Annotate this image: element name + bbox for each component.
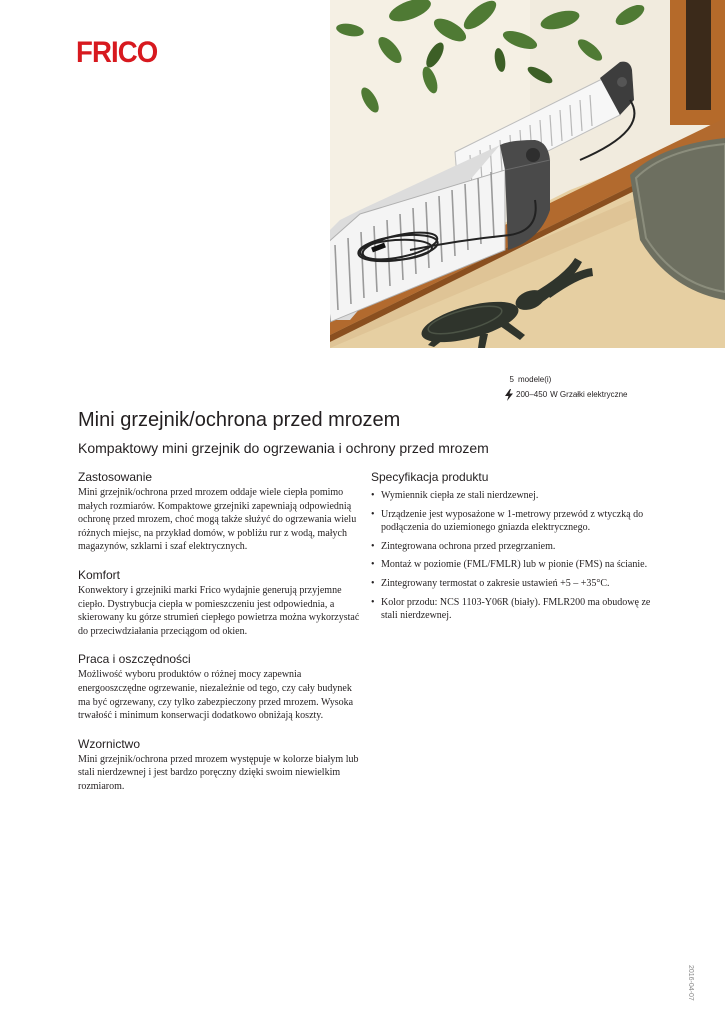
document-date: 2016-04-07	[687, 965, 694, 1001]
spec-list	[371, 489, 656, 623]
frico-logo: FRICO	[76, 36, 158, 69]
page-subtitle: Kompaktowy mini grzejnik do ogrzewania i ochrony przed mrozem	[78, 440, 489, 456]
description-column	[78, 470, 360, 808]
section-text: Możliwość wyboru produktów o różnej mocy zapewnia energooszczędne ogrzewanie, niezależnie od tego, czy cały budynek ma być ogrzewany, czy tylko zabezpieczony przed mrozem. Wysoka trwałość i minimum konserwacji dodatkowo obniżają koszty.	[78, 669, 354, 722]
section-heading: Komfort	[78, 567, 121, 582]
spec-item: • Wymiennik ciepła ze stali nierdzewnej.	[371, 489, 656, 503]
page-title: Mini grzejnik/ochrona przed mrozem	[78, 409, 401, 431]
section-heading: Praca i oszczędności	[78, 652, 191, 667]
section-text: Mini grzejnik/ochrona przed mrozem oddaje wiele ciepła pomimo małych rozmiarów. Kompaktowe grzejniki zapewniają odpowiednią ochronę przed mrozem, choć mogą także służyć do ogrzewania wielu różnych miejsc, na przykład domów, w pobliżu rur z wodą, małych magazynów, szklarni i szaf elektrycznych.	[78, 487, 357, 553]
section-text: Mini grzejnik/ochrona przed mrozem występuje w kolorze białym lub stali nierdzewnej i jest bardzo poręczny dzięki swoim niewielkim rozmiarom.	[78, 753, 359, 792]
models-label: modele(i)	[518, 375, 552, 384]
product-meta	[504, 372, 628, 402]
spec-item: • Zintegrowany termostat o zakresie ustawień +5 – +35°C.	[371, 577, 656, 591]
product-photo	[330, 0, 725, 348]
power-label: W Grzałki elektryczne	[550, 390, 628, 399]
spec-heading: Specyfikacja produktu	[371, 470, 489, 484]
models-row	[504, 372, 628, 387]
models-count: 5	[509, 375, 514, 384]
specification-column	[371, 470, 656, 628]
section-wzornictwo	[78, 737, 360, 794]
section-komfort	[78, 568, 360, 638]
spec-item: • Zintegrowana ochrona przed przegrzaniem.	[371, 540, 656, 554]
lightning-bolt-icon	[504, 389, 514, 401]
power-row	[504, 387, 628, 402]
spec-item: • Kolor przodu: NCS 1103-Y06R (biały). FMLR200 ma obudowę ze stali nierdzewnej.	[371, 596, 656, 623]
section-heading: Wzornictwo	[78, 736, 141, 751]
power-range: 200–450	[516, 390, 548, 399]
section-praca	[78, 652, 360, 722]
section-text: Konwektory i grzejniki marki Frico wydajnie generują przyjemne ciepło. Dystrybucja ciepła w pomieszczeniu jest odpowiednia, a skierowany ku górze strumień ciepłego powietrza można wykorzystać do przeciwdziałania przeciągom od okien.	[78, 584, 360, 637]
section-zastosowanie	[78, 470, 360, 554]
spec-item: • Montaż w poziomie (FML/FMLR) lub w pionie (FMS) na ścianie.	[371, 558, 656, 572]
spec-item: • Urządzenie jest wyposażone w 1-metrowy przewód z wtyczką do podłączenia do uziemionego gniazda elektrycznego.	[371, 508, 656, 535]
section-heading: Zastosowanie	[78, 470, 153, 484]
